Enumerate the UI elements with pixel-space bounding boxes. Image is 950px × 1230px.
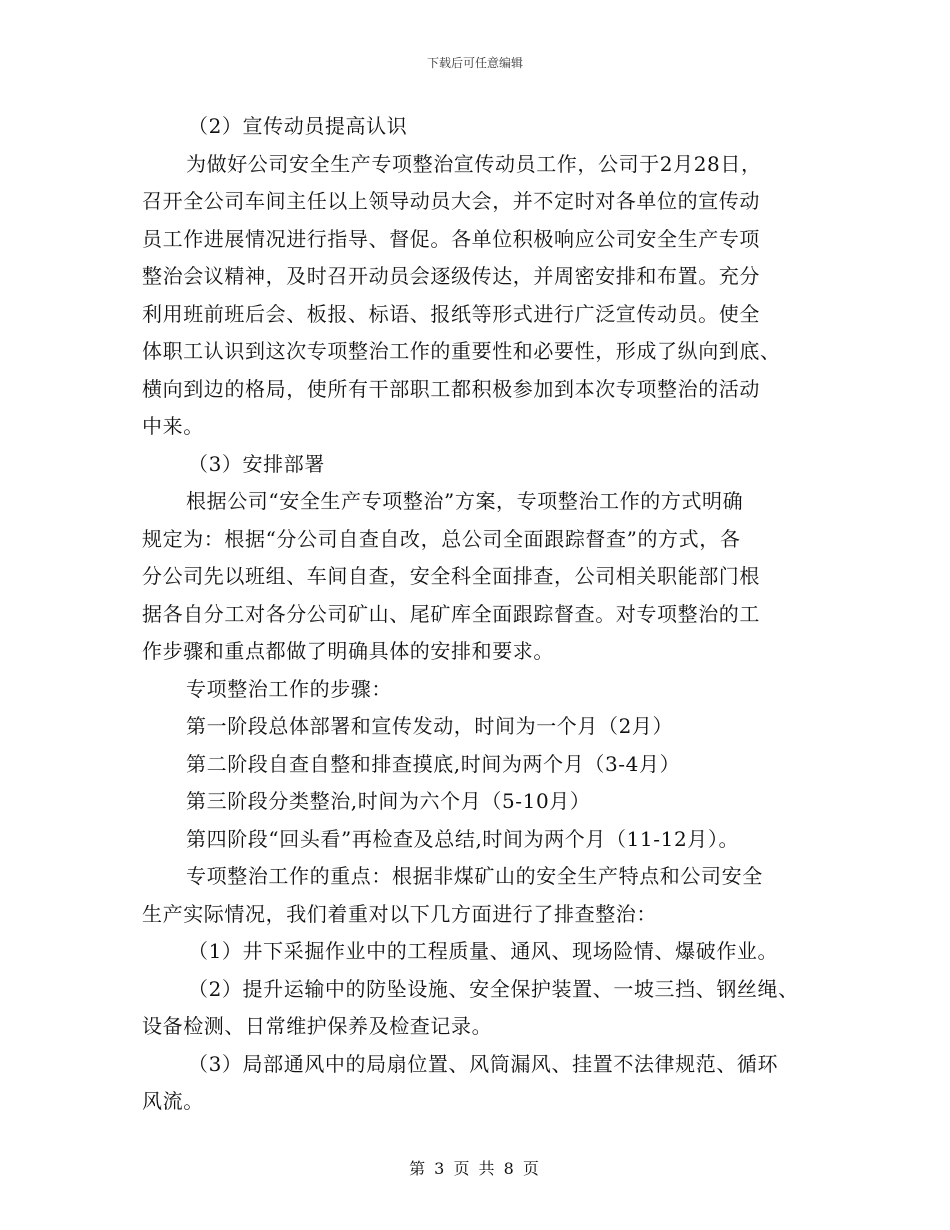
paragraph-line: 利用班前班后会、板报、标语、报纸等形式进行广泛宣传动员。使全 xyxy=(142,301,760,326)
paragraph-line: 中来。 xyxy=(142,414,204,438)
focus-item: （3）局部通风中的局扇位置、风筒漏风、挂置不法律规范、循环 xyxy=(188,1051,779,1076)
paragraph-line: 作步骤和重点都做了明确具体的安排和要求。 xyxy=(142,639,554,663)
stage-item: 第二阶段自查自整和排查摸底,时间为两个月（3-4月） xyxy=(186,751,681,776)
paragraph-line: 分公司先以班组、车间自查，安全科全面排查，公司相关职能部门根 xyxy=(142,564,760,588)
paragraph-line: 为做好公司安全生产专项整治宣传动员工作，公司于2月28日， xyxy=(186,151,762,176)
stage-item: 第三阶段分类整治,时间为六个月（5-10月） xyxy=(186,789,591,813)
focus-item: （1）井下采掘作业中的工程质量、通风、现场险情、爆破作业。 xyxy=(188,939,779,963)
paragraph-line: 体职工认识到这次专项整治工作的重要性和必要性，形成了纵向到底、 xyxy=(142,339,781,363)
paragraph-line: 横向到边的格局，使所有干部职工都积极参加到本次专项整治的活动 xyxy=(142,376,760,401)
paragraph-line: 据各自分工对各分公司矿山、尾矿库全面跟踪督查。对专项整治的工 xyxy=(142,601,760,626)
stage-item: 第一阶段总体部署和宣传发动，时间为一个月（2月） xyxy=(186,714,674,738)
paragraph-line: 整治会议精神，及时召开动员会逐级传达，并周密安排和布置。充分 xyxy=(142,264,760,288)
page-number: 第 3 页 共 8 页 xyxy=(409,1159,541,1178)
section-heading: （3）安排部署 xyxy=(188,451,325,476)
paragraph-line: 规定为：根据“分公司自查自改，总公司全面跟踪督查”的方式，各 xyxy=(142,526,741,551)
paragraph-line: 根据公司“安全生产专项整治”方案，专项整治工作的方式明确 xyxy=(186,489,744,513)
paragraph-line: 员工作进展情况进行指导、督促。各单位积极响应公司安全生产专项 xyxy=(142,226,760,251)
page-header-note: 下载后可任意编辑 xyxy=(426,56,523,70)
paragraph-line: 风流。 xyxy=(142,1089,204,1113)
paragraph-line: 设备检测、日常维护保养及检查记录。 xyxy=(142,1014,493,1038)
paragraph-line: 召开全公司车间主任以上领导动员大会，并不定时对各单位的宣传动 xyxy=(142,189,760,213)
document-body xyxy=(142,108,822,1121)
paragraph-line: 专项整治工作的重点：根据非煤矿山的安全生产特点和公司安全 xyxy=(186,864,763,888)
section-heading: （2）宣传动员提高认识 xyxy=(188,114,408,138)
paragraph-line: 专项整治工作的步骤： xyxy=(186,676,392,701)
stage-item: 第四阶段“回头看”再检查及总结,时间为两个月（11-12月）。 xyxy=(186,826,740,851)
paragraph-line: 生产实际情况，我们着重对以下几方面进行了排查整治： xyxy=(142,901,657,926)
focus-item: （2）提升运输中的防坠设施、安全保护装置、一坡三挡、钢丝绳、 xyxy=(188,976,799,1001)
